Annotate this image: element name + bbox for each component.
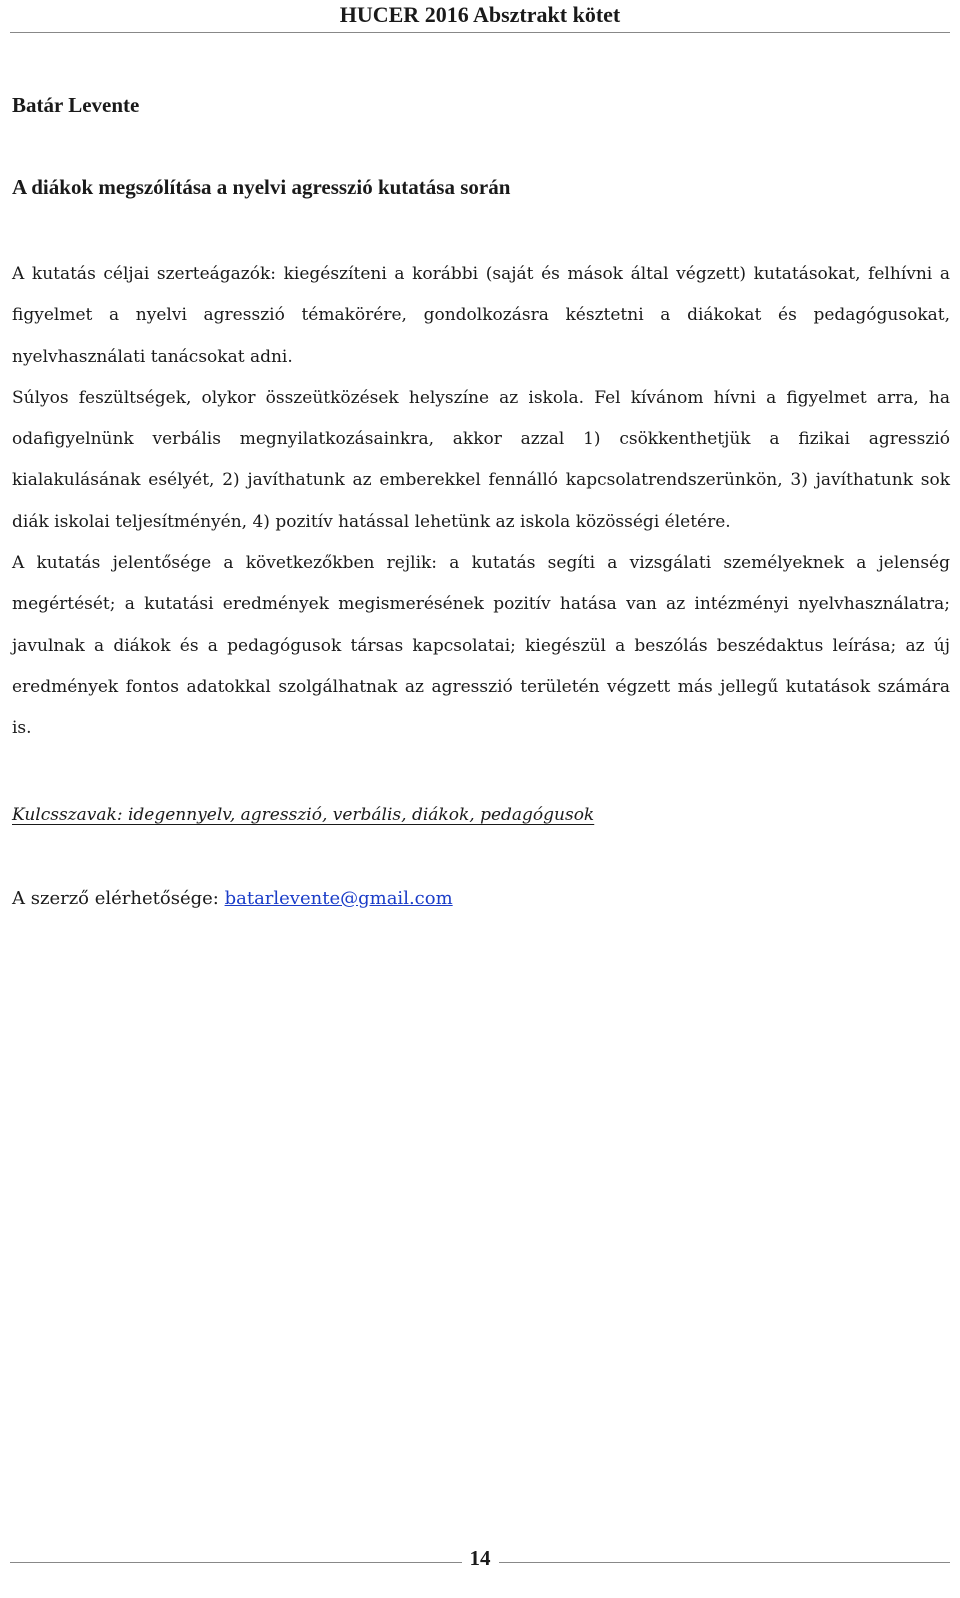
article-title: A diákok megszólítása a nyelvi agresszió kutatása során [12,175,511,199]
author-name: Batár Levente [12,93,140,117]
keywords: Kulcsszavak: idegennyelv, agresszió, verbális, diákok, pedagógusok [12,804,595,825]
paragraph-aims: A kutatás céljai szerteágazók: kiegészíteni a korábbi (saját és mások által végzett) kutatásokat, felhívni a figyelmet a nyelvi agresszió témakörére, gondolkozásra késztetni a diákokat és pedagógusokat, nyelvhasználati tanácsokat adni. [12,264,950,367]
article-body [12,90,950,914]
paragraph-significance: A kutatás jelentősége a következőkben rejlik: a kutatás segíti a vizsgálati személyeknek a jelenség megértését; a kutatási eredmények megismerésének pozitív hatása van az intézményi nyelvhasználatra; javulnak a diákok és a pedagógusok társas kapcsolatai; kiegészül a beszólás beszédaktus leírása; az új eredmények fontos adatokkal szolgálhatnak az agresszió területén végzett más jellegű kutatások számára is. [12,553,950,739]
running-header: HUCER 2016 Absztrakt kötet [339,2,621,27]
header-rule [10,32,950,33]
contact-label: A szerző elérhetősége: [12,887,225,909]
page-number-label: 14 [462,1546,499,1570]
email-link[interactable]: batarlevente@gmail.com [224,887,453,909]
author-contact [12,884,950,914]
paragraph-context: Súlyos feszültségek, olykor összeütközések helyszíne az iskola. Fel kívánom hívni a figyelmet arra, ha odafigyelnünk verbális megnyilatkozásainkra, akkor azzal 1) csökkenthetjük a fizikai agresszió kialakulásának esélyét, 2) javíthatunk az emberekkel fennálló kapcsolatrendszerünkön, 3) javíthatunk sok diák iskolai teljesítményén, 4) pozitív hatással lehetünk az iskola közösségi életére. [12,387,950,532]
page-number [0,1545,960,1571]
